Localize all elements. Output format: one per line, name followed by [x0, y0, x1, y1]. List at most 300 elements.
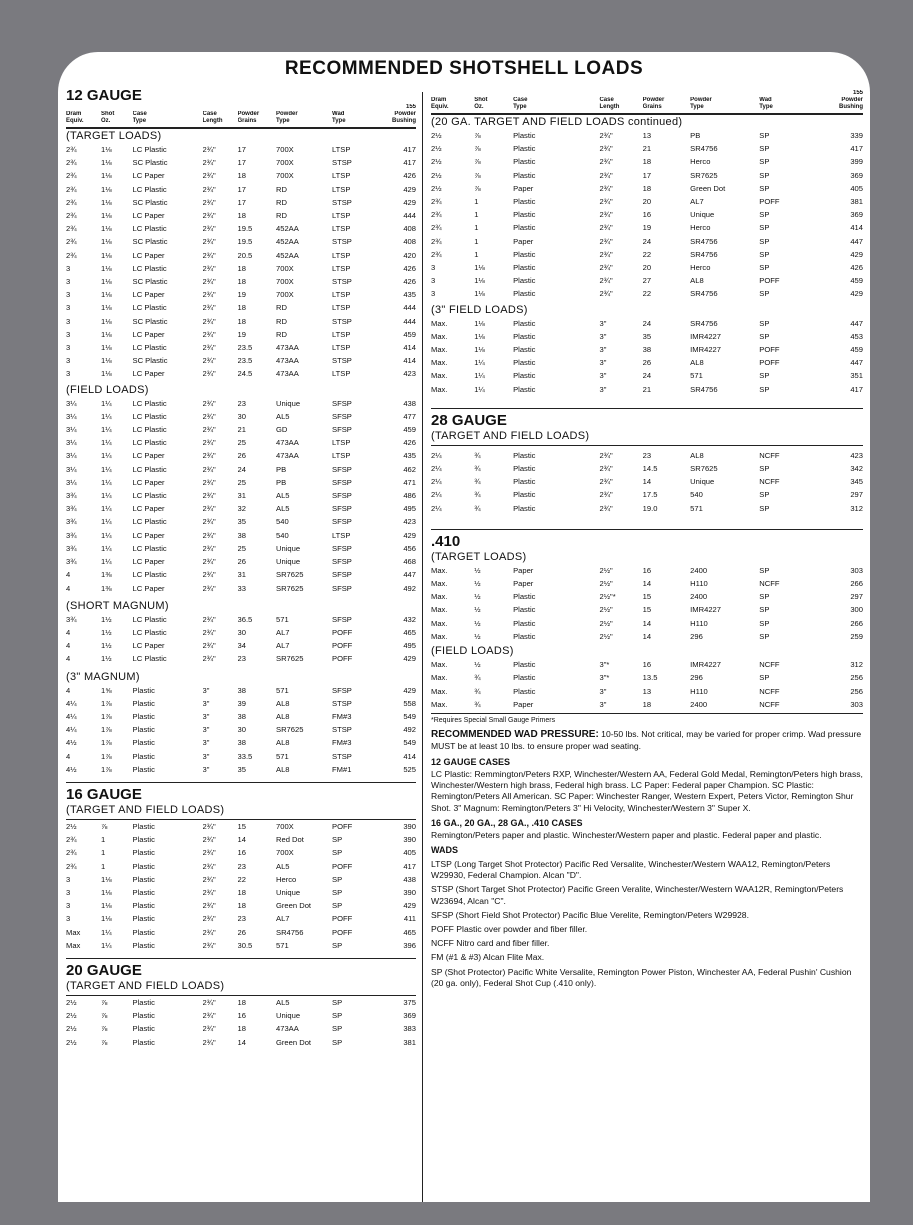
- cell-powder-grains: 18: [237, 303, 246, 313]
- cell-powder-bushing: 411: [403, 914, 416, 924]
- cell-wad-type: SP: [759, 503, 770, 513]
- cell-powder-type: Green Dot: [276, 901, 312, 911]
- table-row: [66, 750, 416, 763]
- cell-powder-bushing: 429: [403, 197, 416, 207]
- cell-case-type: SC Plastic: [132, 197, 168, 207]
- cell-dram: 4: [66, 641, 71, 651]
- cell-wad-type: SP: [759, 210, 770, 220]
- table-row: [66, 156, 416, 169]
- cell-powder-bushing: 266: [850, 579, 863, 589]
- cell-powder-type: 571: [276, 614, 289, 624]
- cell-powder-type: 452AA: [276, 250, 299, 260]
- cell-case-type: Plastic: [513, 464, 536, 474]
- cell-powder-grains: 27: [642, 276, 652, 286]
- cell-powder-type: PB: [276, 477, 287, 487]
- cell-case-type: Paper: [513, 236, 534, 246]
- cell-wad-type: SP: [332, 835, 343, 845]
- cell-case-length: 3": [599, 358, 607, 368]
- cell-case-type: Plastic: [513, 477, 536, 487]
- cell-powder-type: AL5: [276, 491, 290, 501]
- header-powder-bushing: Powder Bushing: [392, 111, 416, 124]
- cell-case-length: 2¾": [202, 997, 216, 1007]
- cell-wad-type: SP: [332, 887, 343, 897]
- cell-powder-grains: 38: [237, 738, 246, 748]
- cell-powder-type: AL8: [690, 450, 704, 460]
- cell-case-type: Plastic: [513, 686, 536, 696]
- header-powder-bushing: Powder Bushing: [839, 97, 863, 110]
- cell-case-type: Paper: [513, 579, 534, 589]
- cell-wad-type: LTSP: [332, 250, 351, 260]
- cell-powder-type: AL7: [276, 627, 290, 637]
- cell-shot: 1⅛: [101, 914, 112, 924]
- cell-case-length: 2¾": [202, 250, 216, 260]
- cell-powder-bushing: 390: [403, 887, 416, 897]
- cell-dram: 3: [431, 276, 436, 286]
- cell-wad-type: NCFF: [759, 686, 780, 696]
- cell-powder-type: SR7625: [276, 583, 304, 593]
- cell-shot: 1¼: [101, 464, 112, 474]
- cell-powder-type: Unique: [276, 1011, 301, 1021]
- cell-powder-grains: 19: [237, 329, 246, 339]
- cell-powder-bushing: 405: [850, 183, 863, 193]
- cell-wad-type: SFSP: [332, 517, 352, 527]
- column-divider: [422, 92, 423, 1202]
- cell-dram: Max.: [431, 605, 448, 615]
- cell-powder-type: Herco: [276, 874, 297, 884]
- cell-case-length: 2¾": [599, 183, 613, 193]
- header-rule-right: [431, 113, 863, 115]
- cell-powder-bushing: 414: [403, 356, 416, 366]
- table-row: [66, 652, 416, 665]
- cell-powder-grains: 21: [642, 384, 652, 394]
- cell-powder-type: SR7625: [276, 570, 304, 580]
- cell-powder-grains: 17: [642, 170, 652, 180]
- cell-powder-grains: 15: [642, 605, 652, 615]
- cell-case-length: 3": [202, 751, 210, 761]
- cell-powder-grains: 24: [642, 371, 652, 381]
- rule-note: [431, 713, 863, 714]
- cell-shot: 1: [474, 197, 479, 207]
- cell-powder-type: 540: [690, 490, 703, 500]
- cell-dram: 2¾: [431, 236, 442, 246]
- cell-wad-type: SP: [759, 565, 770, 575]
- table-row: [66, 489, 416, 502]
- cell-shot: ¾: [474, 673, 481, 683]
- cell-case-length: 2¾": [599, 477, 613, 487]
- cell-wad-type: LTSP: [332, 224, 351, 234]
- cell-case-length: 2½": [599, 618, 613, 628]
- cell-powder-type: IMR4227: [690, 605, 721, 615]
- cell-shot: 1⅛: [101, 211, 112, 221]
- cell-powder-bushing: 525: [403, 764, 416, 774]
- cell-powder-bushing: 477: [403, 411, 416, 421]
- cell-case-length: 2¾": [202, 614, 216, 624]
- cell-case-type: LC Plastic: [132, 543, 167, 553]
- cell-powder-grains: 17: [237, 184, 246, 194]
- cell-wad-type: POFF: [332, 861, 353, 871]
- cell-powder-bushing: 369: [850, 210, 863, 220]
- wads-heading: WADS: [431, 844, 458, 855]
- cell-powder-type: Unique: [276, 887, 301, 897]
- cell-powder-grains: 20: [642, 197, 652, 207]
- right-column: [431, 90, 863, 989]
- cell-wad-type: FM#1: [332, 764, 352, 774]
- cell-dram: Max.: [431, 345, 448, 355]
- cell-powder-bushing: 558: [403, 698, 416, 708]
- cell-wad-type: LTSP: [332, 263, 351, 273]
- cell-case-length: 3": [202, 764, 210, 774]
- cell-case-type: Plastic: [132, 821, 155, 831]
- cell-powder-bushing: 459: [850, 345, 863, 355]
- cell-powder-grains: 17: [237, 197, 246, 207]
- cell-powder-type: 473AA: [276, 343, 299, 353]
- cell-powder-type: H110: [690, 618, 708, 628]
- cell-powder-type: 571: [690, 371, 703, 381]
- cell-case-type: LC Plastic: [132, 438, 167, 448]
- cell-wad-type: LTSP: [332, 145, 351, 154]
- cell-powder-bushing: 300: [850, 605, 863, 615]
- cell-case-length: 2¾": [202, 1037, 216, 1047]
- cell-powder-type: SR7625: [276, 725, 304, 735]
- cell-wad-type: STSP: [332, 356, 352, 366]
- cell-powder-type: PB: [276, 464, 287, 474]
- cell-case-type: Plastic: [513, 631, 536, 641]
- wad-fm: FM (#1 & #3) Alcan Flite Max.: [431, 952, 545, 963]
- cell-powder-bushing: 417: [850, 144, 863, 154]
- cell-case-length: 2¾": [202, 329, 216, 339]
- cell-powder-type: 473AA: [276, 356, 299, 366]
- cell-powder-type: Green Dot: [276, 1037, 312, 1047]
- cell-case-length: 3": [599, 699, 607, 709]
- cell-dram: Max.: [431, 358, 448, 368]
- cell-dram: 2¾: [66, 224, 77, 234]
- cell-shot: 1¼: [101, 927, 112, 937]
- cell-shot: 1: [474, 223, 479, 233]
- cell-powder-grains: 16: [642, 210, 652, 220]
- cell-wad-type: SP: [759, 263, 770, 273]
- cell-case-length: 2¾": [599, 249, 613, 259]
- table-row: [431, 671, 863, 684]
- cell-case-type: LC Paper: [132, 504, 165, 514]
- cell-wad-type: SFSP: [332, 583, 352, 593]
- cell-powder-grains: 14: [642, 631, 652, 641]
- cell-shot: 1¼: [101, 940, 112, 950]
- cell-case-length: 2¾": [599, 144, 613, 154]
- cell-powder-type: AL8: [276, 711, 290, 721]
- cell-case-length: 2¾": [599, 503, 613, 513]
- table-row: [431, 235, 863, 248]
- header-case-type: Case Type: [513, 97, 528, 110]
- gauge-16-heading: 16 GAUGE: [66, 785, 142, 803]
- cell-wad-type: LTSP: [332, 184, 351, 194]
- cell-dram: 2¼: [431, 464, 442, 474]
- table-row: [66, 873, 416, 886]
- cell-case-length: 2¾": [202, 861, 216, 871]
- cell-case-length: 3": [599, 384, 607, 394]
- cell-powder-bushing: 297: [850, 490, 863, 500]
- cell-powder-type: AL8: [276, 698, 290, 708]
- cell-powder-type: 571: [690, 503, 703, 513]
- cell-case-length: 3": [599, 331, 607, 341]
- cell-wad-type: POFF: [332, 654, 353, 664]
- table-row: [431, 182, 863, 195]
- cell-case-type: Plastic: [132, 698, 155, 708]
- cell-case-length: 2¾": [202, 211, 216, 221]
- cell-powder-bushing: 432: [403, 614, 416, 624]
- cell-case-type: Plastic: [513, 673, 536, 683]
- table-row: [66, 515, 416, 528]
- table-row: [66, 582, 416, 595]
- cell-dram: 4½: [66, 764, 77, 774]
- wad-ncff: NCFF Nitro card and fiber filler.: [431, 938, 550, 949]
- cell-case-length: 2¾": [202, 438, 216, 448]
- cell-shot: 1⅞: [101, 751, 112, 761]
- cell-case-type: Plastic: [513, 249, 536, 259]
- cell-wad-type: STSP: [332, 725, 352, 735]
- cell-case-type: Plastic: [132, 848, 155, 858]
- cell-case-length: 2¾": [599, 263, 613, 273]
- cell-case-type: LC Paper: [132, 250, 165, 260]
- table-row: [66, 463, 416, 476]
- cell-wad-type: SFSP: [332, 504, 352, 514]
- cell-powder-grains: 15: [237, 821, 246, 831]
- cell-powder-type: RD: [276, 197, 287, 207]
- cell-dram: 2¾: [431, 210, 442, 220]
- cell-case-type: LC Paper: [132, 211, 165, 221]
- cell-case-type: Plastic: [513, 223, 536, 233]
- cell-case-length: 2¾": [599, 197, 613, 207]
- cell-wad-type: POFF: [759, 358, 780, 368]
- cell-powder-type: SR7625: [690, 170, 718, 180]
- cell-dram: 3: [66, 887, 71, 897]
- cell-wad-type: SP: [759, 605, 770, 615]
- cell-powder-type: 2400: [690, 565, 708, 575]
- table-row: [431, 603, 863, 616]
- cell-dram: Max.: [431, 384, 448, 394]
- cell-powder-type: IMR4227: [690, 345, 721, 355]
- cell-shot: ½: [474, 660, 481, 670]
- table-row: [66, 697, 416, 710]
- cell-powder-bushing: 423: [403, 369, 416, 379]
- cell-case-length: 2¾": [202, 277, 216, 287]
- cell-powder-bushing: 435: [403, 290, 416, 300]
- cell-wad-type: SP: [332, 848, 343, 858]
- cell-powder-type: RD: [276, 329, 287, 339]
- table-row: [66, 449, 416, 462]
- cell-case-type: LC Paper: [132, 557, 165, 567]
- cell-powder-grains: 16: [237, 1011, 246, 1021]
- table-row: [431, 155, 863, 168]
- cell-powder-type: Unique: [690, 210, 715, 220]
- cell-shot: ¾: [474, 503, 481, 513]
- cell-wad-type: POFF: [332, 914, 353, 924]
- cell-powder-grains: 24: [642, 318, 652, 328]
- cell-powder-bushing: 462: [403, 464, 416, 474]
- cell-shot: ⅞: [474, 131, 481, 140]
- cell-powder-bushing: 426: [850, 263, 863, 273]
- cell-powder-bushing: 408: [403, 237, 416, 247]
- cell-case-length: 2¾": [599, 223, 613, 233]
- cell-case-type: Plastic: [132, 764, 155, 774]
- page-title: RECOMMENDED SHOTSHELL LOADS: [284, 58, 644, 79]
- table-row: [431, 248, 863, 261]
- cell-case-type: Plastic: [513, 358, 536, 368]
- cell-powder-bushing: 444: [403, 211, 416, 221]
- rule-28: [431, 408, 863, 409]
- header-shot: Shot Oz.: [101, 111, 115, 124]
- cell-case-length: 2¾": [202, 184, 216, 194]
- cell-case-length: 3": [599, 686, 607, 696]
- cell-case-length: 2¾": [599, 210, 613, 220]
- cell-powder-grains: 13.5: [642, 673, 658, 683]
- gauge-28-heading: 28 GAUGE: [431, 411, 507, 429]
- cell-powder-grains: 35: [237, 517, 246, 527]
- cell-dram: 3: [66, 316, 71, 326]
- header-wad-type: Wad Type: [332, 111, 346, 124]
- table-row: [66, 886, 416, 899]
- cell-powder-bushing: 266: [850, 618, 863, 628]
- cell-wad-type: SP: [759, 464, 770, 474]
- cell-case-length: 2¾": [202, 835, 216, 845]
- cell-case-type: Plastic: [513, 450, 536, 460]
- cell-dram: Max.: [431, 699, 448, 709]
- header-dram: Dram Equiv.: [431, 97, 449, 110]
- cell-shot: 1¼: [101, 504, 112, 514]
- cell-shot: 1: [101, 835, 106, 845]
- cell-dram: 2¾: [66, 861, 77, 871]
- cell-powder-grains: 25: [237, 438, 246, 448]
- cell-powder-type: 571: [276, 751, 289, 761]
- cell-dram: 2½: [66, 1037, 77, 1047]
- cell-case-type: LC Paper: [132, 369, 165, 379]
- cell-powder-grains: 39: [237, 698, 246, 708]
- cell-case-length: 3": [202, 685, 210, 695]
- cell-case-type: Plastic: [132, 914, 155, 924]
- cell-shot: 1¼: [101, 451, 112, 461]
- cell-powder-type: PB: [690, 131, 701, 140]
- cell-powder-type: AL7: [276, 914, 290, 924]
- cell-dram: 3¼: [66, 464, 77, 474]
- cell-powder-bushing: 426: [403, 171, 416, 181]
- cell-powder-bushing: 429: [403, 184, 416, 194]
- cell-powder-grains: 30: [237, 627, 246, 637]
- cell-powder-bushing: 459: [403, 329, 416, 339]
- cell-case-length: 2½": [599, 605, 613, 615]
- cell-powder-bushing: 486: [403, 491, 416, 501]
- cell-shot: ⅞: [101, 1011, 108, 1021]
- cell-case-type: LC Plastic: [132, 570, 167, 580]
- cell-wad-type: STSP: [332, 698, 352, 708]
- cell-powder-type: 700X: [276, 821, 294, 831]
- cell-case-length: 2¾": [202, 263, 216, 273]
- cell-case-length: 2½"*: [599, 592, 616, 602]
- cell-case-length: 2¾": [202, 940, 216, 950]
- cell-powder-type: 452AA: [276, 224, 299, 234]
- cell-shot: 1½: [101, 627, 112, 637]
- cell-powder-type: 452AA: [276, 237, 299, 247]
- cell-wad-type: NCFF: [759, 660, 780, 670]
- cell-powder-grains: 38: [237, 685, 246, 695]
- cell-shot: 1¼: [101, 491, 112, 501]
- cell-powder-bushing: 312: [850, 660, 863, 670]
- cell-case-length: 2¾": [202, 477, 216, 487]
- cell-shot: 1⅛: [474, 263, 485, 273]
- cell-case-type: Plastic: [513, 371, 536, 381]
- wad-sfsp: SFSP (Short Field Shot Protector) Pacific Blue Verelite, Remington/Peters W29928.: [431, 909, 749, 920]
- cell-wad-type: SP: [332, 1024, 343, 1034]
- table-row: [66, 626, 416, 639]
- cell-powder-bushing: 429: [850, 289, 863, 299]
- cell-powder-bushing: 465: [403, 627, 416, 637]
- cell-powder-grains: 23.5: [237, 343, 253, 353]
- cell-case-type: Plastic: [132, 685, 155, 695]
- table-row: [66, 1036, 416, 1049]
- cell-case-type: LC Paper: [132, 530, 165, 540]
- table-row: [66, 341, 416, 354]
- cell-case-length: 2¾": [202, 316, 216, 326]
- cell-dram: 3: [66, 277, 71, 287]
- cell-case-type: SC Plastic: [132, 277, 168, 287]
- cell-wad-type: SP: [759, 618, 770, 628]
- cell-powder-bushing: 417: [850, 384, 863, 394]
- cell-powder-bushing: 444: [403, 303, 416, 313]
- cell-powder-type: Unique: [276, 398, 301, 408]
- cell-case-type: LC Plastic: [132, 491, 167, 501]
- table-row: [66, 275, 416, 288]
- rule-16: [66, 782, 416, 783]
- cell-powder-grains: 18: [237, 997, 246, 1007]
- table-row: [431, 208, 863, 221]
- cell-dram: Max.: [431, 331, 448, 341]
- table-row: [66, 684, 416, 697]
- cell-dram: 2½: [66, 997, 77, 1007]
- g410-field-table: [431, 658, 863, 711]
- g20-mag-table: [431, 317, 863, 396]
- header-dram: Dram Equiv.: [66, 111, 84, 124]
- cell-case-type: Plastic: [132, 835, 155, 845]
- cell-case-type: Plastic: [513, 263, 536, 273]
- cell-dram: 3¼: [66, 411, 77, 421]
- gauge-410-heading: .410: [431, 532, 461, 550]
- table-row: [431, 658, 863, 671]
- cell-dram: Max.: [431, 618, 448, 628]
- table-row: [431, 287, 863, 300]
- cell-powder-type: RD: [276, 184, 287, 194]
- cell-wad-type: SP: [759, 223, 770, 233]
- cell-powder-grains: 22: [642, 249, 652, 259]
- cell-case-length: 2½": [599, 565, 613, 575]
- cell-dram: 4: [66, 654, 71, 664]
- table-row: [66, 529, 416, 542]
- column-header-right: [431, 90, 863, 111]
- cell-wad-type: SP: [759, 157, 770, 167]
- cell-wad-type: SFSP: [332, 398, 352, 408]
- cell-wad-type: SP: [332, 874, 343, 884]
- table-row: [431, 564, 863, 577]
- cell-dram: 4: [66, 685, 71, 695]
- table-row: [431, 142, 863, 155]
- g12-mag-table: [66, 684, 416, 776]
- cell-powder-grains: 14: [237, 1037, 246, 1047]
- primer-note: *Requires Special Small Gauge Primers: [431, 716, 556, 724]
- cell-shot: 1⅛: [474, 318, 485, 328]
- cell-case-type: LC Plastic: [132, 224, 167, 234]
- cell-wad-type: NCFF: [759, 579, 780, 589]
- cell-wad-type: SFSP: [332, 614, 352, 624]
- cell-dram: 3: [66, 369, 71, 379]
- cell-case-type: Plastic: [132, 711, 155, 721]
- cell-wad-type: LTSP: [332, 343, 351, 353]
